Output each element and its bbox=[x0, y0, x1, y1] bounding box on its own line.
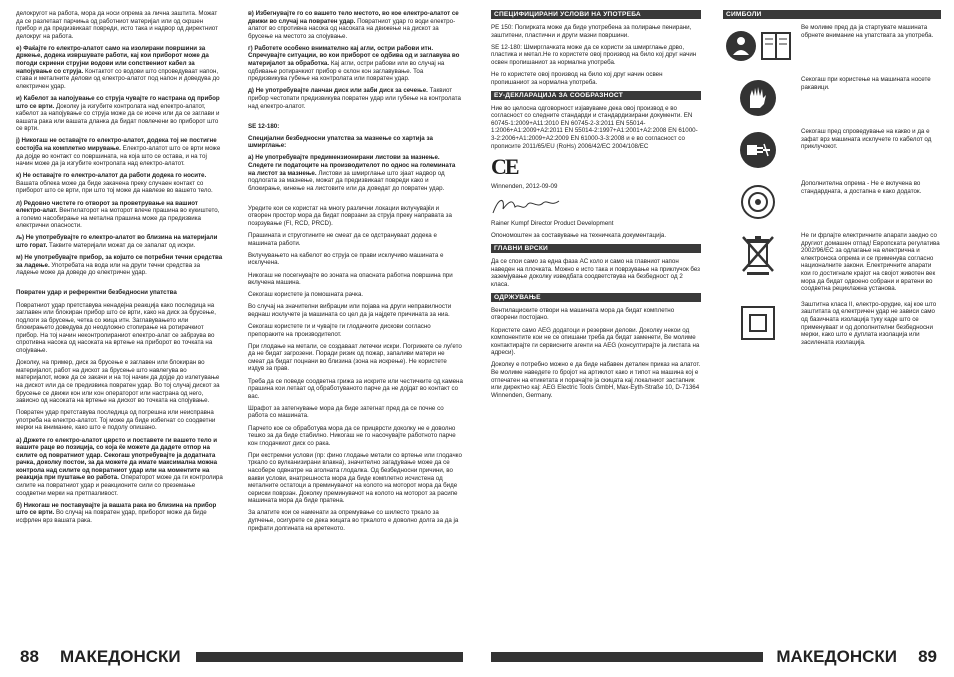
paragraph: ј) Никогаш не оставајте го електро-алатот, додека тој не постигне состојба на комплетно мирување. Електро-алатот што се врти може да дојде во контакт со површината, на која што се оставa, и на тој начин може да ја изгубите контролата над електро-алатот. bbox=[16, 137, 221, 168]
paragraph: Winnenden, 2012-09-09 bbox=[491, 182, 558, 190]
page-number-right: 89 bbox=[918, 647, 937, 666]
paragraph: Вклучувањето на кабелот во струја се прави исклучиво машината е исклучена. bbox=[248, 251, 444, 267]
column-2 bbox=[248, 10, 463, 625]
paragraph: к) Не оставајте го електро-алатот да работи додека го носите. Вашата облека може да биде закачена преку случаен контакт со приборот што се врти, при што тој може да навлезе во вашето тело. bbox=[16, 172, 213, 195]
section-heading: СИМБОЛИ bbox=[723, 10, 941, 19]
accessory-icon bbox=[723, 180, 793, 224]
column-3 bbox=[491, 10, 701, 625]
paragraph: Повратен удар претставува последица од погрешна или неисправна употреба на електро-алатот. Тој може да биде избегнат со соодветни мерки на внимание, како што е подолу опишано. bbox=[16, 409, 216, 432]
symbol-row bbox=[723, 24, 941, 68]
unplug-icon bbox=[723, 128, 793, 172]
read-manual-icon bbox=[723, 24, 793, 68]
footer-bar-right bbox=[491, 652, 763, 662]
section-heading: ЕУ-ДЕКЛАРАЦИЈА ЗА СООБРАЗНОСТ bbox=[491, 91, 701, 100]
ce-mark-icon: CE bbox=[491, 153, 518, 179]
paragraph: За алатите кои се наменати за опремување со шилесто тркало за дупчење, осигурете се дека жицата во тркалото е доволно долга за да ја прифати долгината на вретеното. bbox=[248, 509, 459, 532]
paragraph: При екстремни услови (пр: фино глодање метали со вртење или глодачко тркало со вулканизирани влакна), значително загадување може да се насобере одвнатре на аголната глодалка. Од безбедносни причини, во вакви услови, внатрешноста мора да биде комплетно исчистена од металните остатоци а преминувачот на колото на моторот мора да биде сериски поврзан. Доколку преминувачот на колото на моторот за расипе машината мора да биде пратена. bbox=[248, 451, 462, 505]
footer-left bbox=[16, 646, 463, 668]
symbol-row bbox=[723, 180, 941, 224]
page-language-left: МАКЕДОНСКИ bbox=[60, 647, 181, 666]
paragraph: PE 150: Полирката може да биде употребена за полирање пенирани, заштитени, пластични и други мазни површини. bbox=[491, 24, 692, 39]
symbol-row bbox=[723, 301, 941, 347]
section-heading: ГЛАВНИ ВРСКИ bbox=[491, 244, 701, 253]
paragraph: Вентилациските отвори на машината мора да бидат комплетно отворени постојано. bbox=[491, 306, 675, 322]
symbol-row bbox=[723, 232, 941, 293]
paragraph: SE 12-180: bbox=[248, 122, 280, 130]
footer-bar-left bbox=[196, 652, 463, 662]
symbol-description: Секогаш пред спроведување на какво и да е зафат врз машината исклучете го кабелот од приклучокот. bbox=[801, 128, 932, 151]
paragraph: б) Никогаш не поставувајте ја вашата рака во близина на прибор што се врти. Во случај на повратен удар, приборот може да биде исфрлен врз вашата рака. bbox=[16, 501, 217, 524]
paragraph: Никогаш не посегнувајте во зоната на опасната работна површина при вклучена машина. bbox=[248, 271, 453, 287]
paragraph: Опономоштен за составување на техничката документација. bbox=[491, 231, 667, 239]
paragraph: Доколку, на пример, диск за брусење е заглавен или блокиран во материјалот, работ на дискот за брусење што навлегува во материјалот, може да се закачи и на тој начин да дојде до излетување на дискот или да се предизвика повратен удар. Во тој случај дискот за брусење се движи кон или кон операторот или настрана од него, зависно од насоката на вртење на дискот во точката на спојување. bbox=[16, 359, 220, 405]
paragraph: Да се спои само за една фаза AC коло и само на главниот напон наведен на плочката. Можно е исто така и поврзување на приклучок без заземјување доколку изведбата соодветствува на безбедност од 2 класа. bbox=[491, 258, 700, 288]
paragraph: При глодање на метали, се создаваат летечки искри. Погрижете се луѓето да не бидат загрозени. Поради ризик од пожар, запаливи матери не смеат да бидат поцнани во близина (зона на искрење). Не користете издув за прав. bbox=[248, 342, 462, 373]
paragraph: д) Не употребувајте ланчан диск или заби диск за сечење. Таквиот прибор честопати предизвикува повратен удар или губење на контролата над електро-алатот. bbox=[248, 87, 461, 110]
paragraph: Повратниот удар претставува ненадејна реакција како последица на заглавен или блокиран прибор што се врти, како на диск за брусење, подлоги за брусење, четка со жица итн. Заглавувањето или блокирањето доведува до неодложно стопирање на ротирачкиот прибор. На тој начин неконтролираниот електро-алат се забрзува во спротивна насока од насоката на вртење на приборот во точката на спојување. bbox=[16, 301, 216, 355]
symbol-description: Заштитна класа II, електро-орудие, кај кое што заштитата од електричен удар не зависи само од базичната изолација туку каде што се применуваат и од дополнителни безбедносни мерки, како што е дуплата изолација или засилената изолација. bbox=[801, 300, 937, 346]
paragraph: делокругот на работа, мора да носи опрема за лична заштита. Можат да се разлетаат парчиња од работниот материјал или од скршен прибор и да предизвикаат повреди, исто така и надвор од директниот делокруг на работа. bbox=[16, 10, 218, 40]
paragraph: Rainer Kumpf Director Product Development bbox=[491, 219, 614, 227]
paragraph: и) Кабелот за напојување со струја чувајте го настрана од прибор што се врти. Доколку ја изгубите контролата над електро-алатот, кабелот за напојување со струја може да се исече или да се заглави и вашата рака или вашата дланка да бидат повлечени во приборот што се врти. bbox=[16, 94, 220, 133]
symbol-row bbox=[723, 128, 941, 172]
symbol-description: Ве молиме пред да ја стартувате машината обрнете внимание на упатствата за употреба. bbox=[801, 24, 934, 39]
footer-right bbox=[491, 646, 941, 668]
signature-icon bbox=[491, 195, 701, 217]
paragraph: Уредите кои се користат на многу различни локации вклучувајќи и отворен простор мора да бидат поврзани за струја преку направата за позрзување (FI, RCD, PRCD). bbox=[248, 204, 452, 228]
symbol-description: Секогаш при користење на машината носете ракавици. bbox=[801, 76, 931, 91]
paragraph: Повратен удар и референтни безбедносни упатства bbox=[16, 289, 177, 297]
paragraph: г) Работете особено внимателно кај агли, остри рабови итн. Спречувајте ситуации, во кои приборот се одбива од и заглавува во материјалот за обработка. Кај агли, остри рабови или во случај на одбивање ротирачкиот прибор е склон кон заглавување. Тоа предизвикува губење на контролата или повратен удар. bbox=[248, 44, 460, 83]
class-ii-icon bbox=[723, 301, 793, 345]
symbol-description: Дополнителна опрема - Не е вклучена во стандардната, а достапна е како додаток. bbox=[801, 180, 922, 195]
paragraph: Парчето кое се обработува мора да се прицврсти доколку не е доволно тешко за да биде стабилно. Никогаш не го насочувајте работното парче кон глодачкиот диск со рака. bbox=[248, 424, 456, 447]
page-language-right: МАКЕДОНСКИ bbox=[776, 647, 897, 666]
paragraph: Секогаш користете ги и чувајте ги глодачките дискови согласно препораките на производителот. bbox=[248, 323, 431, 338]
paragraph: м) Не употребувајте прибор, за којшто се потребни течни средства за ладење. Употребата на вода или на други течни средства за ладење може да доведе до електричен удар. bbox=[16, 254, 223, 277]
paragraph: Не го користете овој производ на било кој друг начин освен пропишаниот за нормална употреба. bbox=[491, 70, 663, 86]
paragraph: в) Избегнувајте го со вашето тело местото, во кое електро-алатот се движи во случај на повратен удар. Повратниот удар го води електро-алатот во спротивна насока од насоката на движење на дискот за брусење на местото за спојување. bbox=[248, 10, 459, 40]
symbol-description: Не ги фрлајте електричните апарати заедно со другиот домашен отпад! Европската регулатива 2002/96/EC за одлагање на електрична и електронска опрема и се применува согласно националните закони. Електричните апарати кои го достигнале крајот на својот животен век мора да бидат одвоено собрани и вратени во соодветна рециклажна установа. bbox=[801, 232, 940, 293]
paragraph: Треба да се поведе соодветна грижа за искрите или честичките од камена прашина кои летаат од обработуваното парче да не дојдат во контакт со вас. bbox=[248, 377, 463, 400]
paragraph: Шрафот за затегнување мора да биде затегнат пред да се почне со работа со машината. bbox=[248, 404, 444, 420]
page-number-left: 88 bbox=[20, 647, 39, 666]
section-heading: ОДРЖУВАЊЕ bbox=[491, 293, 701, 302]
paragraph: SE 12-180: Шмирглaчката може да се користи за шмирглање дрво, пластика и метал.Не го користете овој производ на било кој друг начин освен пропишаниот за нормална употреба. bbox=[491, 43, 697, 66]
paragraph: а) Држете го електро-алатот цврсто и поставете ги вашето тело и вашите раце во позиција, со која ќе можете да дадете отпор на силите од повратниот удар. Секогаш употребувајте ја додатната рачка, доколку постои, за да можете да имате максимална можна контрола над силите од повратниот удар или на моментите на реакција при пуштање во работа. Операторот може да ги контролира силите на повратниот удар и реакционите сили со преземање соодветни мерки на претпазливост. bbox=[16, 436, 223, 497]
paragraph: Секогаш користете ја помошната рачка. bbox=[248, 291, 364, 299]
paragraph: Ние во целосна одговорност изјавуваме дека овој производ е во согласност со следните стандарди и стандардизирани документи. EN 60745-1:2009+A11:2010 EN 60745-2-3:2011 EN 55014-1:2006+A1:2009+A2:2011 EN 55014-2:1997+A1:2001+A2:2008 EN 61000-3-2:2006+A1:2009+A2:2009 EN 61000-3-3:2008 и е во согласност со прописите 2011/65/EU (RoHs) 2006/42/EC 2004/108/EC bbox=[491, 104, 698, 150]
paragraph: Прашината и струготините не смеат да се одстрануваат додека е машината работи. bbox=[248, 232, 437, 247]
section-heading: СПЕЦИФИЦИРАНИ УСЛОВИ НА УПОТРЕБА bbox=[491, 10, 701, 19]
weee-bin-icon bbox=[723, 232, 793, 276]
paragraph: Користете само AEG додатоци и резервни делови. Доколку некои од компонентите кои не се опишани треба да бидат заменети, Ве молиме контактирајте ги сервисните агенти на AEG (консултирајте ја листата на адреси). bbox=[491, 326, 700, 357]
paragraph: Специјални безбедносни упатства за мазнење со хартија за шмирглање: bbox=[248, 134, 433, 150]
gloves-icon bbox=[723, 76, 793, 120]
column-4 bbox=[723, 10, 941, 625]
column-1 bbox=[16, 10, 224, 625]
paragraph: Доколку е потребно можно е да биде набавен детален приказ на алатот. Ве молиме наведете го бројот на артиклот како и типот на машина кој е отпечатен на етикетата и порачајте ја скицата кај локалниот застапник или директно кај: AEG Electric Tools GmbH, Max-Eyth-Straße 10, D-71364 Winnenden, Germany. bbox=[491, 361, 701, 399]
paragraph: љ) Не употребувајте го електро-алатот во близина на материјали што горат. Таквите материјали можат да се запалат од искри. bbox=[16, 234, 218, 250]
paragraph: л) Редовно чистете го отворот за проветрување на вашиот електро-алат. Вентилаторот на моторот влече прашина во кукиштето, а големо насобирање на метална прашина може да предизвика електрични опасности. bbox=[16, 199, 220, 230]
paragraph: e) Фаќајте го електро-алатот само на изолирани површини за држење, додека извршувате работи, кај кои приборот може да погоди скриени струјни водови или сопствениот кабел за напојување со струја. Контактот со водови што спроведуваат напон, ставa и металните делови од електро-алатот под напон и доведува до електричен удар. bbox=[16, 44, 220, 90]
paragraph: а) Не употребувајте предимензионирани листови за мазнење. Следете ги податоците на производителот по однос на големината на листот за мазнење. Листови за шмирглање што зјаат надвор од подлогата за мазнење, можат да предизвикаат повреди како и блокирање, кинење на листовите или да доведат до повратен удар. bbox=[248, 154, 456, 192]
symbol-row bbox=[723, 76, 941, 120]
paragraph: Во случај на значителни вибрации или појава на други неправилности веднаш исклучете ја машината со цел да ја најдете причината за ниа. bbox=[248, 303, 452, 318]
